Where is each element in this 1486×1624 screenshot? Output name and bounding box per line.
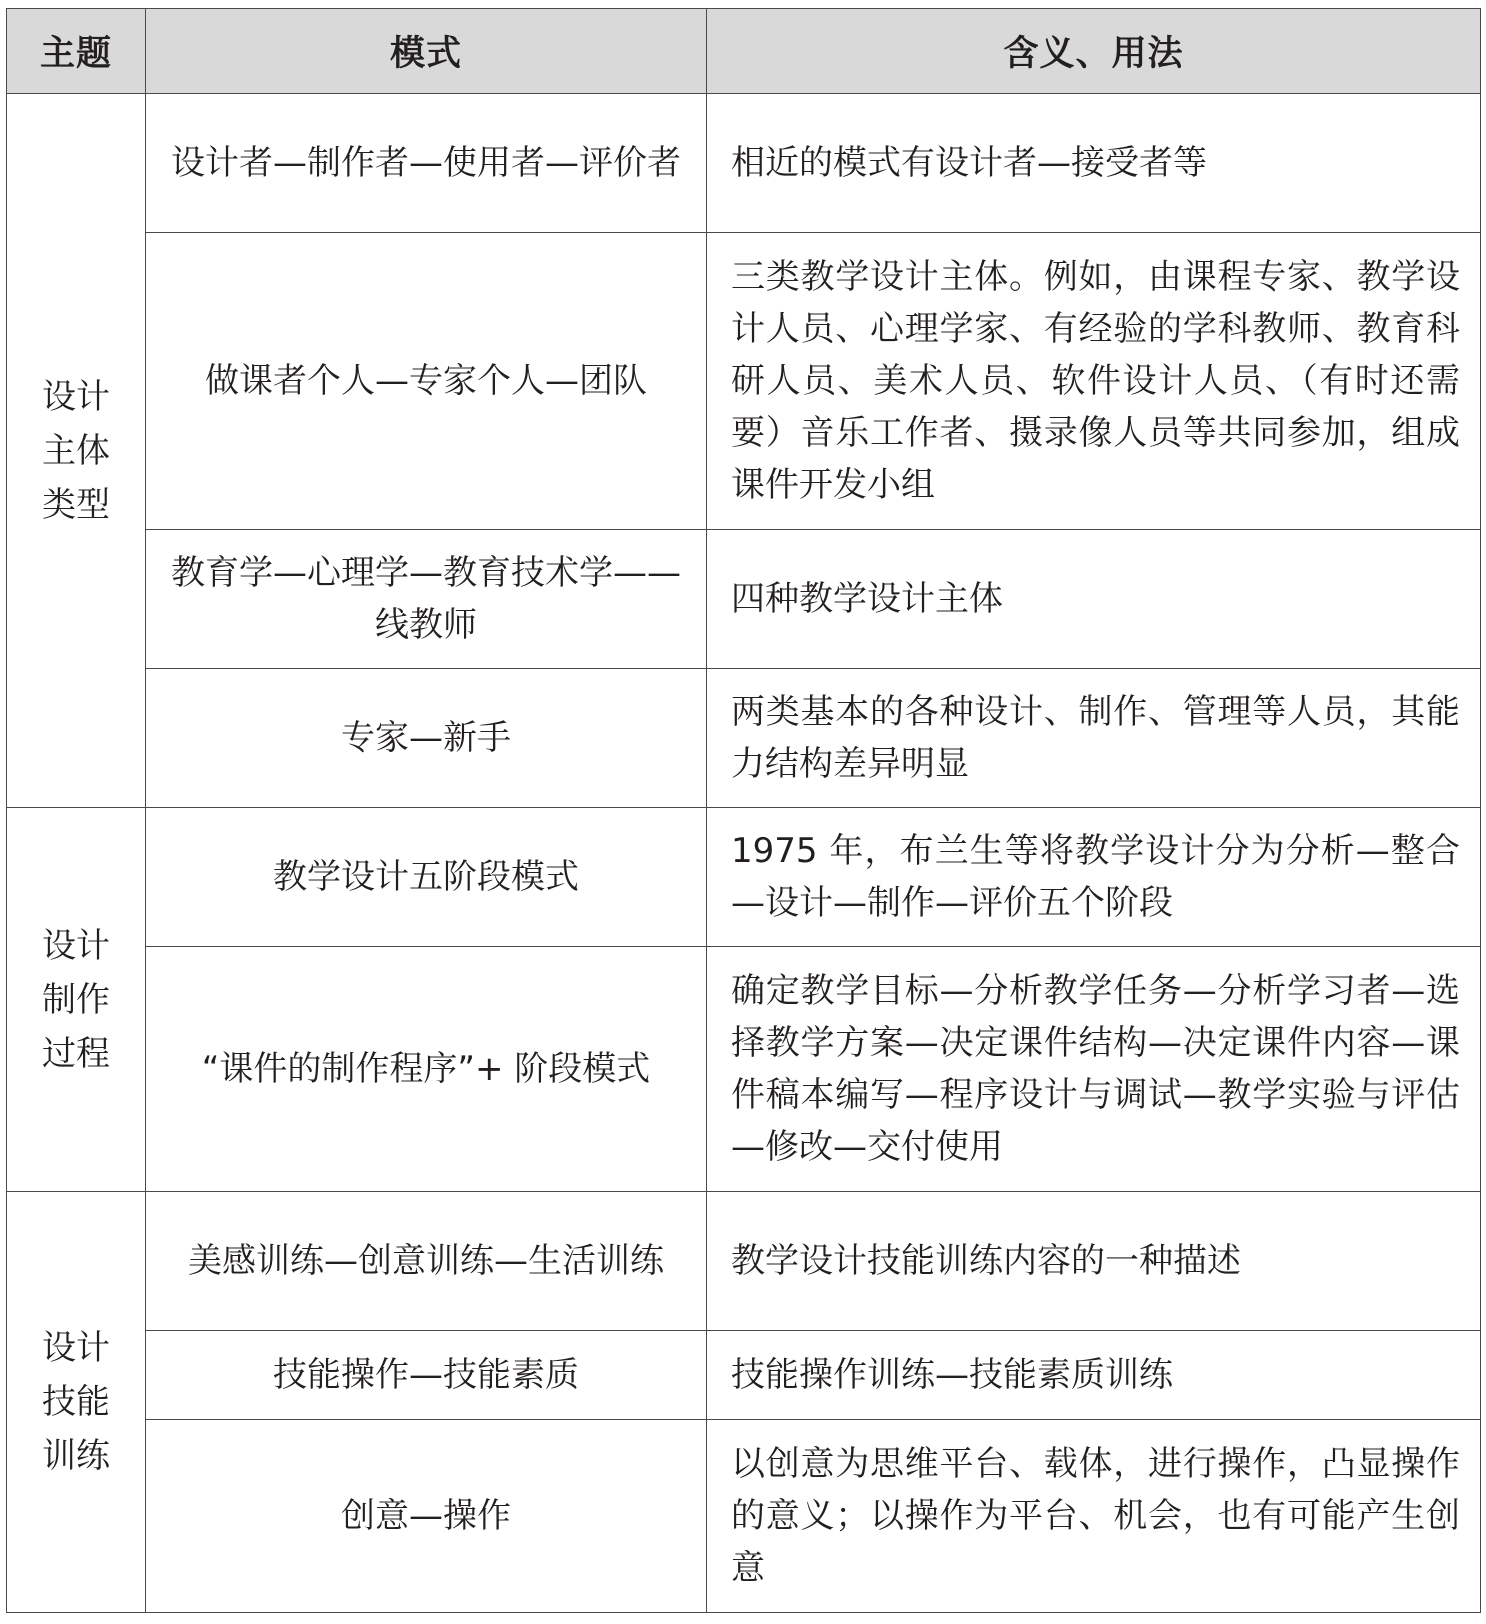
mode-cell: 技能操作—技能素质 — [146, 1331, 707, 1420]
header-topic: 主题 — [7, 9, 146, 94]
mode-cell: 设计者—制作者—使用者—评价者 — [146, 94, 707, 233]
meaning-cell: 以创意为思维平台、载体，进行操作，凸显操作的意义；以操作为平台、机会，也有可能产生创意 — [707, 1420, 1481, 1613]
meaning-cell: 两类基本的各种设计、制作、管理等人员，其能力结构差异明显 — [707, 669, 1481, 808]
meaning-cell: 三类教学设计主体。例如，由课程专家、教学设计人员、心理学家、有经验的学科教师、教育科研人员、美术人员、软件设计人员、（有时还需要）音乐工作者、摄录像人员等共同参加，组成课件开发小组 — [707, 233, 1481, 530]
header-meaning: 含义、用法 — [707, 9, 1481, 94]
mode-cell: 创意—操作 — [146, 1420, 707, 1613]
table-row — [7, 530, 1481, 669]
table-row — [7, 1420, 1481, 1613]
mode-cell: “课件的制作程序”+ 阶段模式 — [146, 947, 707, 1192]
mode-cell: 做课者个人—专家个人—团队 — [146, 233, 707, 530]
topic-cell-design-skill: 设计技能训练 — [7, 1192, 146, 1613]
topic-cell-design-subject: 设计主体类型 — [7, 94, 146, 808]
table-row — [7, 1331, 1481, 1420]
table-row — [7, 669, 1481, 808]
table-row — [7, 94, 1481, 233]
header-mode: 模式 — [146, 9, 707, 94]
table-wrapper — [6, 8, 1481, 1613]
table-header-row — [7, 9, 1481, 94]
table-row — [7, 808, 1481, 947]
meaning-cell: 技能操作训练—技能素质训练 — [707, 1331, 1481, 1420]
meaning-cell: 1975 年，布兰生等将教学设计分为分析—整合—设计—制作—评价五个阶段 — [707, 808, 1481, 947]
meaning-cell: 教学设计技能训练内容的一种描述 — [707, 1192, 1481, 1331]
mode-cell: 专家—新手 — [146, 669, 707, 808]
topic-cell-design-process: 设计制作过程 — [7, 808, 146, 1192]
table-row — [7, 947, 1481, 1192]
mode-cell: 教育学—心理学—教育技术学——线教师 — [146, 530, 707, 669]
meaning-cell: 确定教学目标—分析教学任务—分析学习者—选择教学方案—决定课件结构—决定课件内容—课件稿本编写—程序设计与调试—教学实验与评估—修改—交付使用 — [707, 947, 1481, 1192]
table-row — [7, 233, 1481, 530]
pattern-table — [6, 8, 1481, 1613]
table-row — [7, 1192, 1481, 1331]
meaning-cell: 相近的模式有设计者—接受者等 — [707, 94, 1481, 233]
mode-cell: 美感训练—创意训练—生活训练 — [146, 1192, 707, 1331]
meaning-cell: 四种教学设计主体 — [707, 530, 1481, 669]
mode-cell: 教学设计五阶段模式 — [146, 808, 707, 947]
